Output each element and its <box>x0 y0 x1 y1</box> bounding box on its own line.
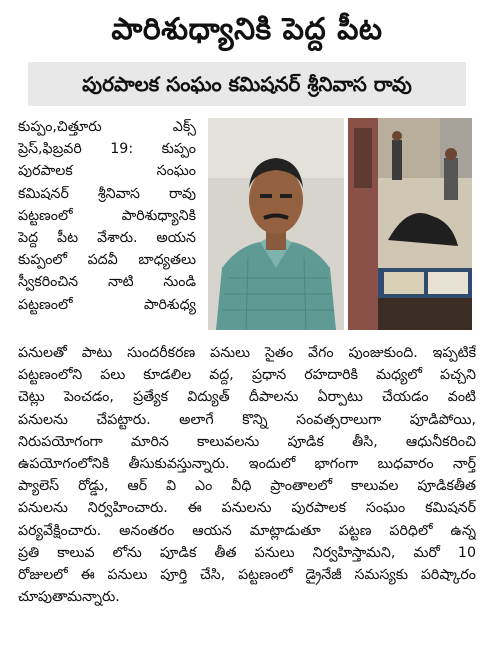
article-line: రోజులలో ఈ పనులు పూర్తి చేసి, పట్టణంలో డ్రైనేజీ సమస్యకు పరిష్కారం <box>18 567 476 584</box>
article-line: పట్టణంలో పారిశుధ్యానికి <box>18 207 196 224</box>
article-line: పురపాలక సంఘం <box>18 163 196 180</box>
article-line: పర్యవేక్షించారు. అనంతరం ఆయన మాట్లాడుతూ పట్టణ పరిధిలో ఉన్న <box>18 522 476 539</box>
drain-cleaning-photo <box>348 118 472 330</box>
article-column-text <box>18 116 196 316</box>
article-line: ప్యాలెస్ రోడ్డు, ఆర్ వి ఎం వీధి ప్రాంతాలలో కాలువల పూడికతీత <box>18 478 476 495</box>
article-line: చూపుతామన్నారు. <box>18 589 120 606</box>
article-body-text <box>18 342 476 608</box>
article-line: పనులను చేపట్టారు. అలాగే కొన్ని సంవత్సరాలుగా పూడిపోయి, <box>18 411 476 428</box>
article-line: కుప్పంలో పదవీ బాధ్యతలు <box>18 252 196 269</box>
article-line: ప్రతి కాలువ లోను పూడిక తీత పనులు నిర్వహిస్తామని, మరో 10 <box>18 544 476 561</box>
commissioner-photo <box>208 118 344 330</box>
article-line: పనులతో పాటు సుందరీకరణ పనులు సైతం వేగం పుంజుకుంది. ఇప్పటికే <box>18 345 476 361</box>
article-line: కమిషనర్ శ్రీనివాస రావు <box>18 185 196 202</box>
article-line: కుప్పం,చిత్తూరు ఎక్స్ <box>18 119 196 135</box>
headline: పారిశుధ్యానికి పెద్ద పీట <box>111 12 383 47</box>
article-line: నిరుపయోగంగా మారిన కాలువలను పూడిక తీసి, ఆధునీకరించి <box>18 433 476 450</box>
article-line: పనులను నిర్వహించారు. ఈ పనులను పురపాలక సంఘం కమిషనర్ <box>18 500 476 517</box>
article-line: పట్టణంలోని పలు కూడలిల వద్ద, ప్రధాన రహదారికి మధ్యలో పచ్చని <box>18 367 476 384</box>
article-line: పెద్ద పీట వేశారు. అయన <box>18 230 196 247</box>
article-line: చెట్లు పెంచడం, ప్రత్యేక విద్యుత్ దీపాలను ఏర్పాటు చేయడం వంటి <box>18 389 476 406</box>
article-line: పట్టణంలో పారిశుధ్య <box>18 296 196 313</box>
subheadline: పురపాలక సంఘం కమిషనర్ శ్రీనివాస రావు <box>28 62 466 106</box>
article-line: ఉపయోగంలోనికి తీసుకువస్తున్నారు. ఇందులో భాగంగా బుధవారం నార్త్ <box>18 456 476 473</box>
article-line: ప్రెస్,ఫిబ్రవరి 19: కుప్పం <box>18 141 196 158</box>
article-line: స్వీకరించిన నాటి నుండి <box>18 274 196 291</box>
